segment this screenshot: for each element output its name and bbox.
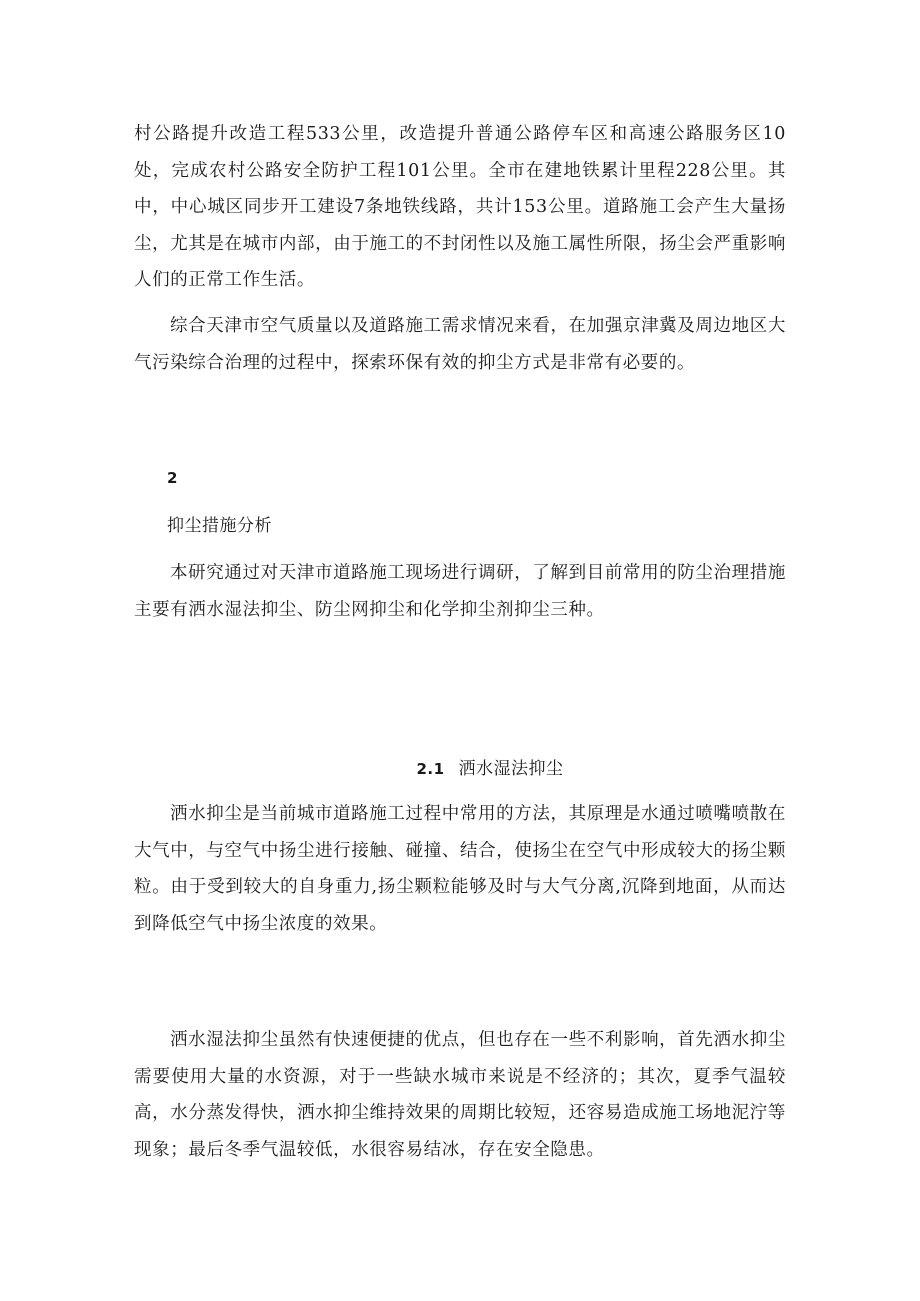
- subsection-heading: [0, 754, 920, 779]
- subsection-number: 2.1: [416, 760, 445, 778]
- section-title: 抑尘措施分析: [167, 516, 272, 536]
- section-number: 2: [167, 469, 178, 487]
- paragraph-tianjin-summary: 综合天津市空气质量以及道路施工需求情况来看，在加强京津冀及周边地区大气污染综合治理的过程中，探索环保有效的抑尘方式是非常有必要的。: [134, 316, 786, 373]
- paragraph-water-spraying-drawbacks: 洒水湿法抑尘虽然有快速便捷的优点，但也存在一些不利影响，首先洒水抑尘需要使用大量的水资源，对于一些缺水城市来说是不经济的；其次，夏季气温较高，水分蒸发得快，洒水抑尘维持效果的周期比较短，还容易造成施工场地泥泞等现象；最后冬季气温较低，水很容易结冰，存在安全隐患。: [134, 1030, 786, 1160]
- subsection-title: 洒水湿法抑尘: [458, 759, 564, 779]
- paragraph-water-spraying-principle: 洒水抑尘是当前城市道路施工过程中常用的方法，其原理是水通过喷嘴喷散在大气中，与空气中扬尘进行接触、碰撞、结合，使扬尘在空气中形成较大的扬尘颗粒。由于受到较大的自身重力,扬尘颗粒能够及时与大气分离,沉降到地面，从而达到降低空气中扬尘浓度的效果。: [134, 804, 786, 934]
- paragraph-road-construction: 村公路提升改造工程533公里，改造提升普通公路停车区和高速公路服务区10处，完成农村公路安全防护工程101公里。全市在建地铁累计里程228公里。其中，中心城区同步开工建设7条地铁线路，共计153公里。道路施工会产生大量扬尘，尤其是在城市内部，由于施工的不封闭性以及施工属性所限，扬尘会严重影响人们的正常工作生活。: [134, 124, 786, 290]
- paragraph-research-intro: 本研究通过对天津市道路施工现场进行调研，了解到目前常用的防尘治理措施主要有洒水湿法抑尘、防尘网抑尘和化学抑尘剂抑尘三种。: [134, 563, 786, 620]
